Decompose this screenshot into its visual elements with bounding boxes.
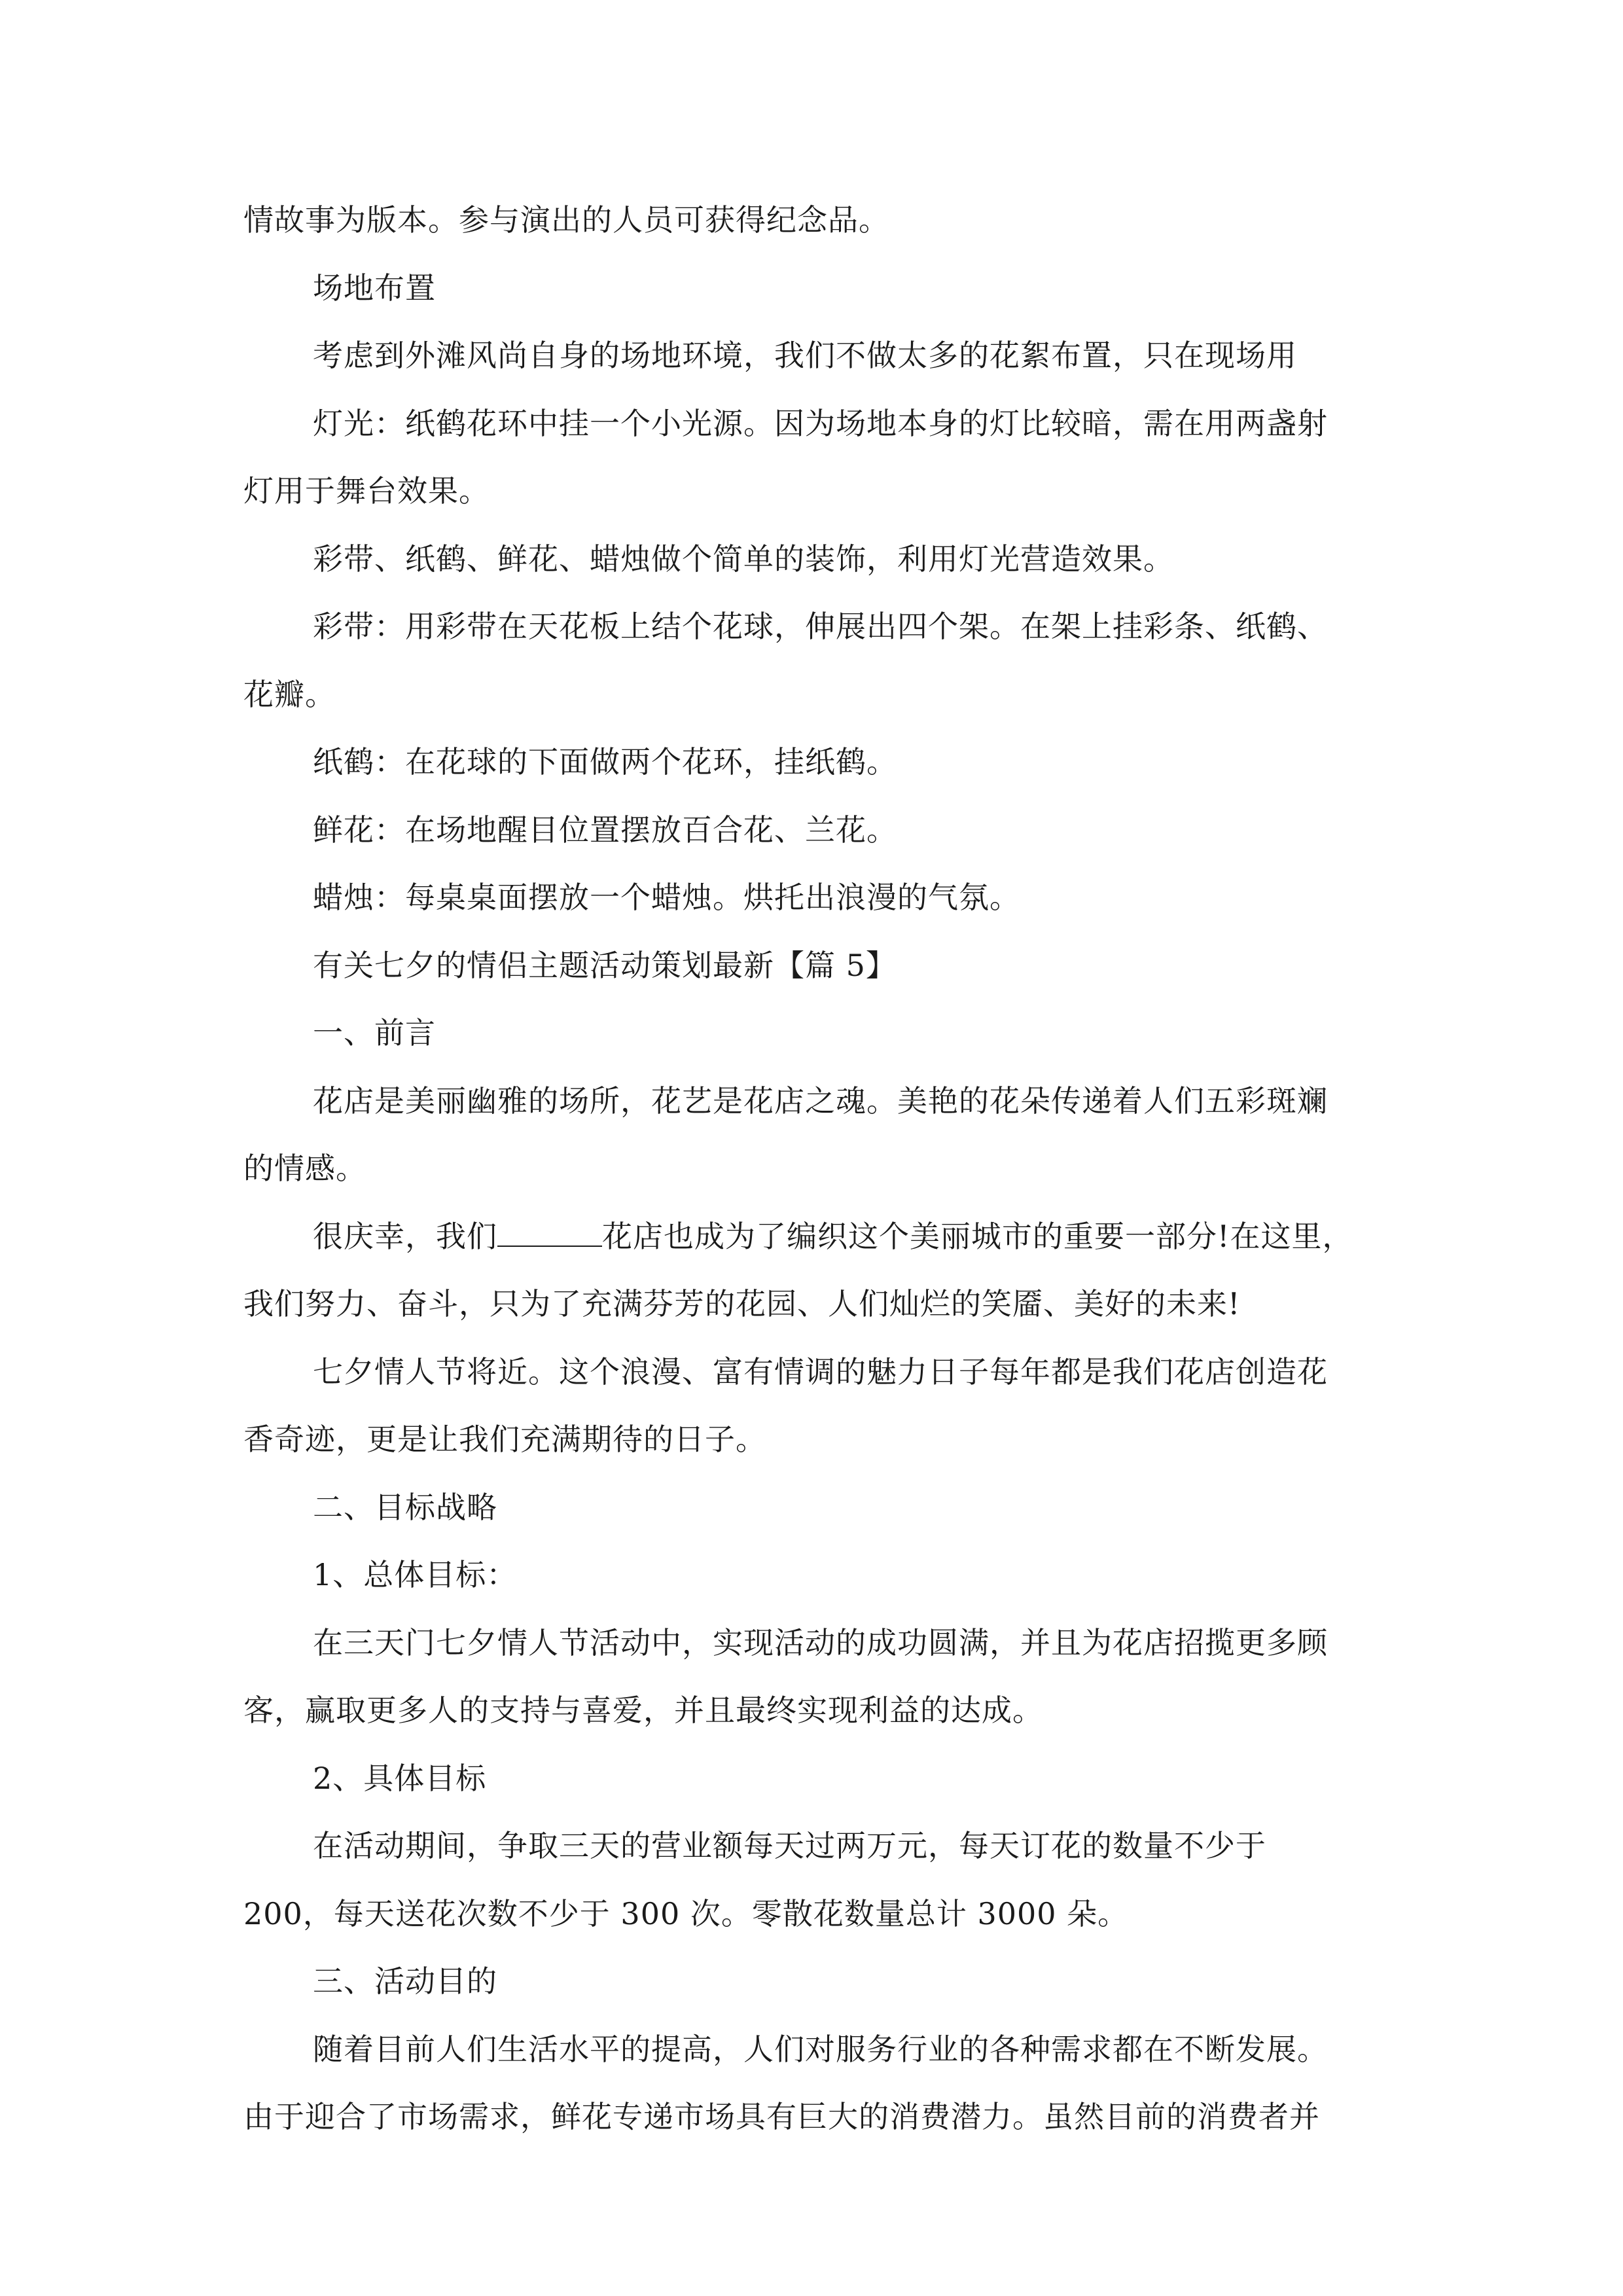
text-line: 客，赢取更多人的支持与喜爱，并且最终实现利益的达成。 bbox=[243, 1693, 1043, 1728]
text-line: 彩带、纸鹤、鲜花、蜡烛做个简单的装饰，利用灯光营造效果。 bbox=[313, 541, 1174, 577]
text-line: 随着目前人们生活水平的提高，人们对服务行业的各种需求都在不断发展。 bbox=[313, 2031, 1328, 2067]
text-line: 我们努力、奋斗，只为了充满芬芳的花园、人们灿烂的笑靥、美好的未来! bbox=[243, 1286, 1241, 1321]
text-line: 鲜花：在场地醒目位置摆放百合花、兰花。 bbox=[313, 812, 897, 848]
text-line: 蜡烛：每桌桌面摆放一个蜡烛。烘托出浪漫的气氛。 bbox=[313, 880, 1020, 915]
section-heading: 三、活动目的 bbox=[313, 1964, 497, 1999]
text-line: 在三天门七夕情人节活动中，实现活动的成功圆满，并且为花店招揽更多顾 bbox=[313, 1624, 1328, 1660]
text-line: 彩带：用彩带在天花板上结个花球，伸展出四个架。在架上挂彩条、纸鹤、 bbox=[313, 609, 1328, 644]
text-line: 花瓣。 bbox=[243, 676, 336, 712]
text-line: 在活动期间，争取三天的营业额每天过两万元，每天订花的数量不少于 bbox=[313, 1828, 1266, 1863]
text-line: 由于迎合了市场需求，鲜花专递市场具有巨大的消费潜力。虽然目前的消费者并 bbox=[243, 2099, 1320, 2134]
section-heading: 场地布置 bbox=[313, 270, 436, 306]
text-line: 纸鹤：在花球的下面做两个花环，挂纸鹤。 bbox=[313, 744, 897, 780]
text-line: 花店是美丽幽雅的场所，花艺是花店之魂。美艳的花朵传递着人们五彩斑斓 bbox=[313, 1083, 1328, 1119]
text-line: 七夕情人节将近。这个浪漫、富有情调的魅力日子每年都是我们花店创造花 bbox=[313, 1354, 1328, 1390]
document-body bbox=[243, 203, 1382, 2168]
text-line: 的情感。 bbox=[243, 1151, 366, 1186]
text-segment: 花店也成为了编织这个美丽城市的重要一部分!在这里， bbox=[602, 1218, 1353, 1254]
text-line: 考虑到外滩风尚自身的场地环境，我们不做太多的花絮布置，只在现场用 bbox=[313, 338, 1297, 373]
article-title: 有关七夕的情侣主题活动策划最新【篇 5】 bbox=[313, 947, 897, 983]
section-heading: 一、前言 bbox=[313, 1015, 436, 1050]
text-line: 灯用于舞台效果。 bbox=[243, 473, 490, 509]
text-segment: 很庆幸，我们 bbox=[313, 1218, 497, 1254]
text-line: 情故事为版本。参与演出的人员可获得纪念品。 bbox=[243, 202, 889, 238]
subsection-heading: 1、总体目标： bbox=[313, 1557, 518, 1592]
section-heading: 二、目标战略 bbox=[313, 1489, 497, 1525]
text-line: 灯光：纸鹤花环中挂一个小光源。因为场地本身的灯比较暗，需在用两盏射 bbox=[313, 405, 1328, 441]
text-line-with-blank bbox=[243, 1219, 1382, 1254]
fill-in-blank bbox=[497, 1219, 602, 1247]
subsection-heading: 2、具体目标 bbox=[313, 1760, 487, 1796]
text-line: 200，每天送花次数不少于 300 次。零散花数量总计 3000 朵。 bbox=[243, 1895, 1129, 1931]
text-line: 香奇迹，更是让我们充满期待的日子。 bbox=[243, 1422, 766, 1457]
